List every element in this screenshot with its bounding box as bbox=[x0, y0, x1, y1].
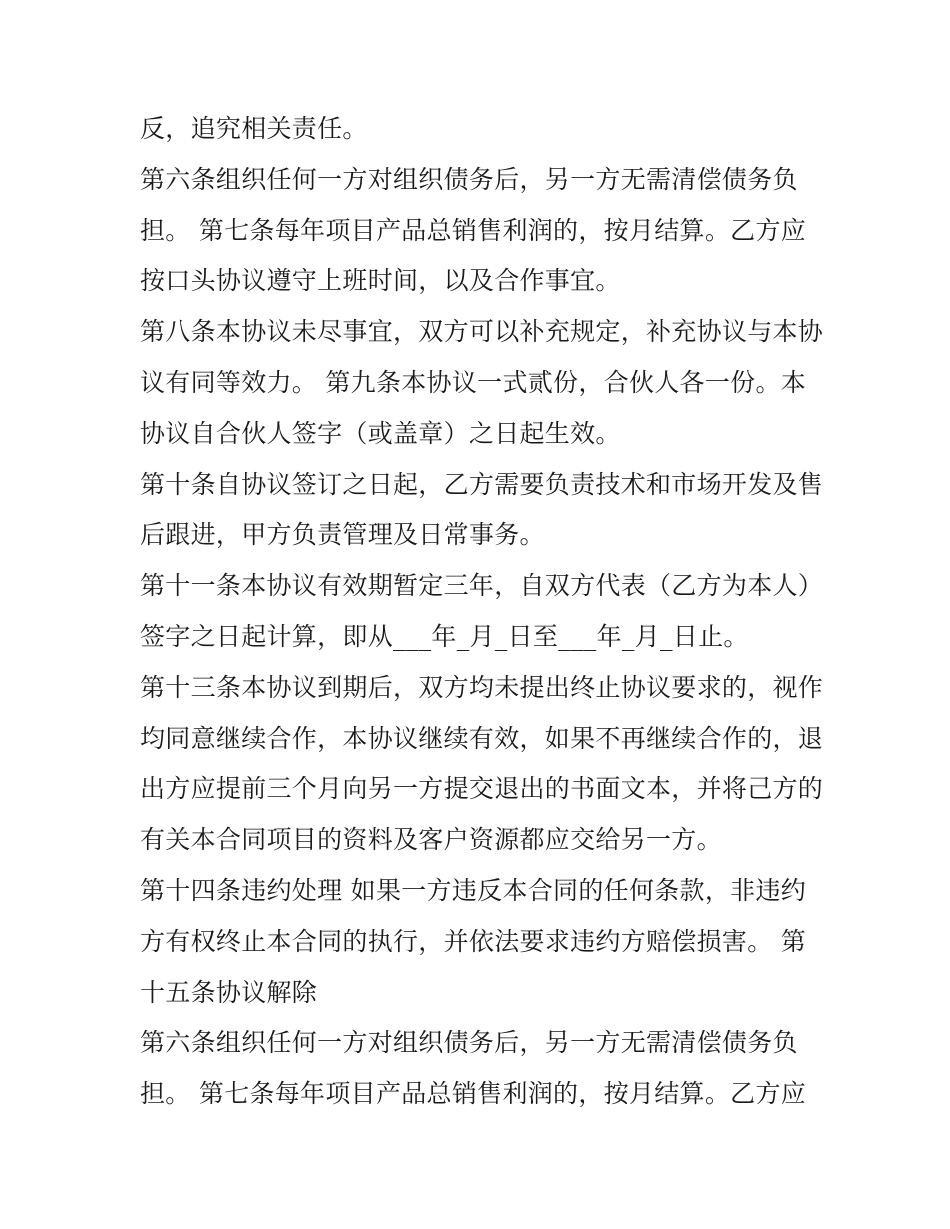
text-line: 有关本合同项目的资料及客户资源都应交给另一方。 bbox=[140, 825, 722, 855]
text-line: 第八条本协议未尽事宜，双方可以补充规定，补充协议与本协 bbox=[140, 317, 824, 347]
text-line: 担。 第七条每年项目产品总销售利润的，按月结算。乙方应 bbox=[140, 1079, 807, 1109]
text-line: 出方应提前三个月向另一方提交退出的书面文本，并将己方的 bbox=[140, 774, 824, 804]
text-line: 按口头协议遵守上班时间，以及合作事宜。 bbox=[140, 266, 621, 296]
text-line: 第十一条本协议有效期暂定三年，自双方代表（乙方为本人） bbox=[140, 571, 824, 601]
text-line: 担。 第七条每年项目产品总销售利润的，按月结算。乙方应 bbox=[140, 215, 807, 245]
text-line: 十五条协议解除 bbox=[140, 977, 318, 1007]
text-line: 反，追究相关责任。 bbox=[140, 114, 368, 143]
text-line: 议有同等效力。 第九条本协议一式贰份，合伙人各一份。本 bbox=[140, 367, 807, 397]
text-line: 方有权终止本合同的执行，并依法要求违约方赔偿损害。 第 bbox=[140, 926, 807, 956]
text-line: 协议自合伙人签字（或盖章）之日起生效。 bbox=[140, 418, 621, 448]
text-line: 第十条自协议签订之日起，乙方需要负责技术和市场开发及售 bbox=[140, 469, 824, 499]
text-line: 第十三条本协议到期后，双方均未提出终止协议要求的，视作 bbox=[140, 672, 824, 702]
text-line: 第六条组织任何一方对组织债务后，另一方无需清偿债务负 bbox=[140, 1028, 798, 1058]
text-line: 第六条组织任何一方对组织债务后，另一方无需清偿债务负 bbox=[140, 164, 798, 194]
document-body bbox=[140, 104, 824, 1120]
text-line: 后跟进，甲方负责管理及日常事务。 bbox=[140, 520, 545, 550]
text-line: 第十四条违约处理 如果一方违反本合同的任何条款，非违约 bbox=[140, 875, 807, 905]
text-line: 签字之日起计算，即从___年_月_日至___年_月_日止。 bbox=[140, 621, 749, 651]
text-line: 均同意继续合作，本协议继续有效，如果不再继续合作的，退 bbox=[140, 723, 824, 753]
